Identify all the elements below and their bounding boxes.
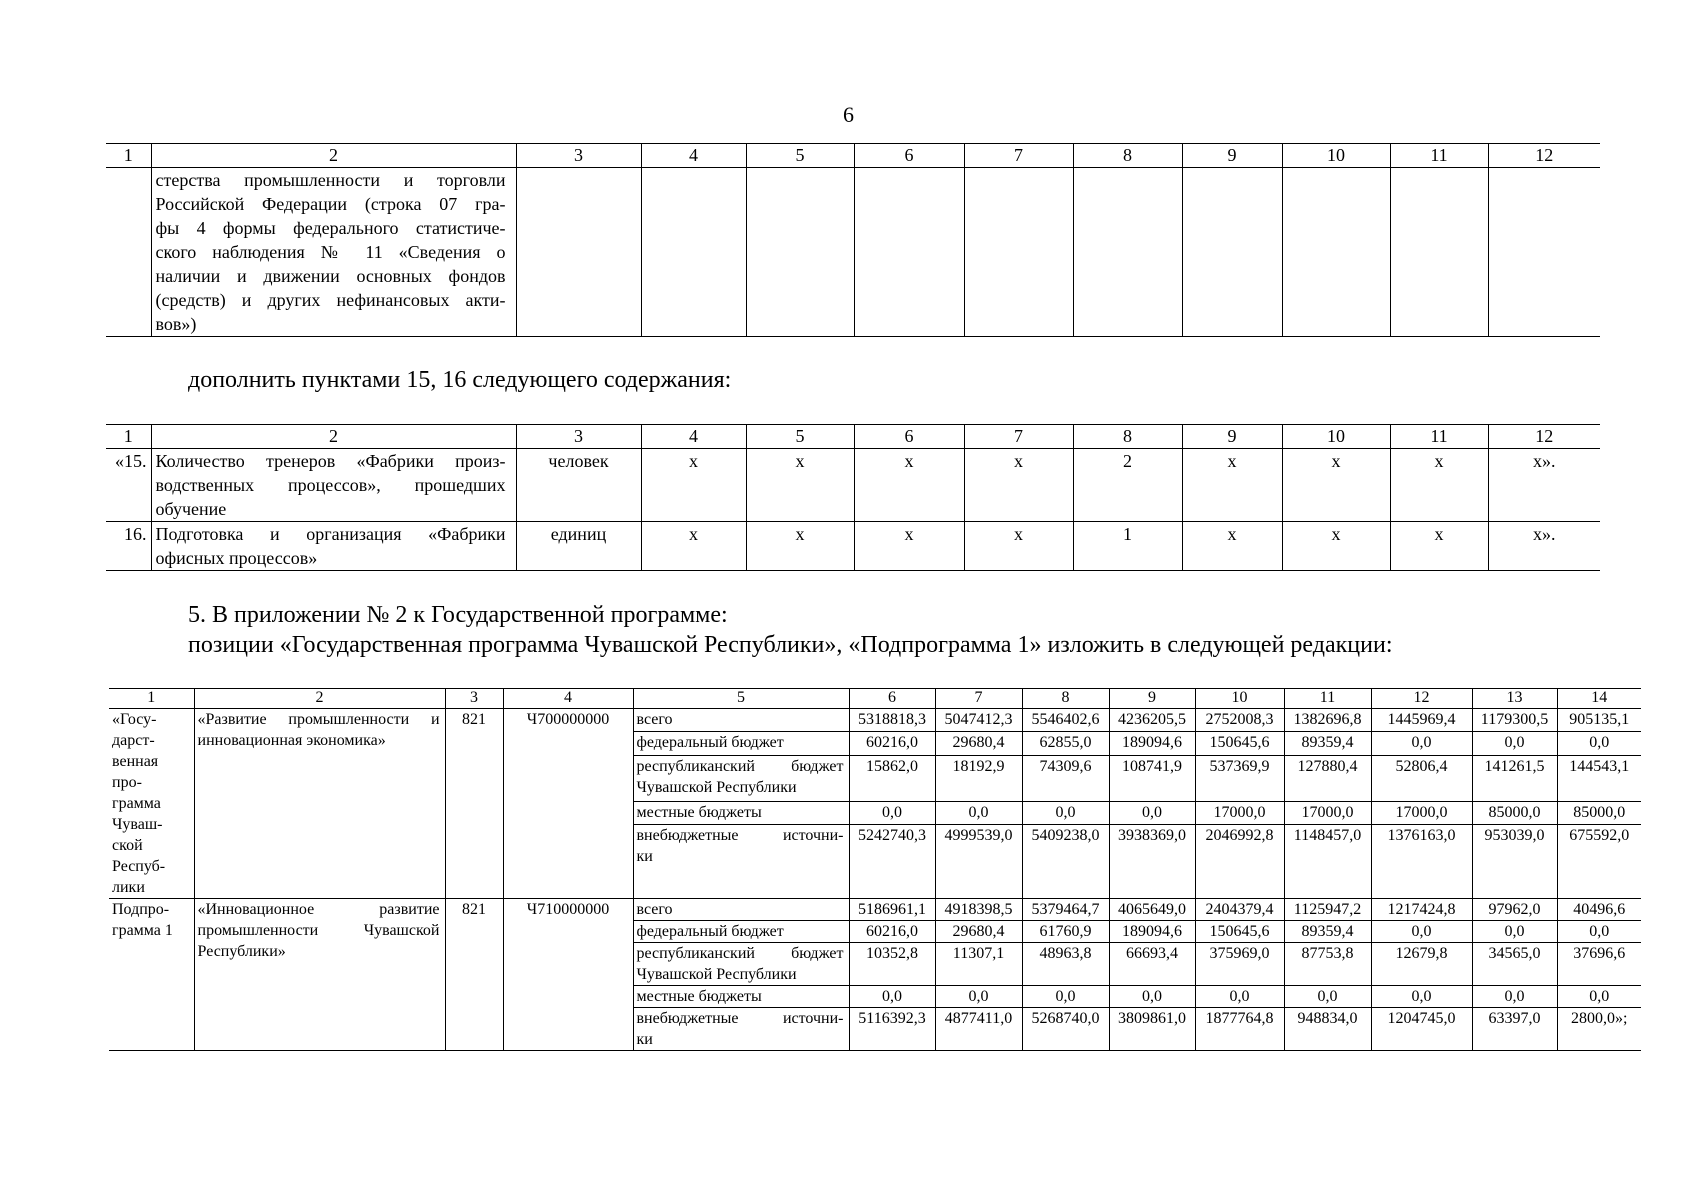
value-cell: x — [854, 449, 964, 522]
column-header: 9 — [1182, 144, 1282, 168]
funding-source-text — [637, 986, 846, 1007]
amount-cell: 1179300,5 — [1472, 709, 1557, 732]
column-header: 10 — [1282, 144, 1390, 168]
table-row — [106, 522, 1600, 571]
amount-cell: 60216,0 — [849, 732, 935, 755]
column-header: 8 — [1073, 425, 1182, 449]
amount-cell: 89359,4 — [1284, 732, 1371, 755]
column-header: 5 — [746, 144, 854, 168]
budget-code: Ч710000000 — [503, 899, 633, 1051]
amount-cell: 85000,0 — [1472, 801, 1557, 824]
value-cell: x — [1182, 522, 1282, 571]
amount-cell: 0,0 — [849, 801, 935, 824]
text-line: наличии и движении основных фондов — [155, 266, 506, 286]
amount-cell: 189094,6 — [1109, 921, 1195, 943]
column-header: 5 — [746, 425, 854, 449]
amount-cell: 1217424,8 — [1371, 899, 1472, 921]
text-line: водственных процессов», прошедших — [155, 475, 506, 495]
column-header: 1 — [106, 425, 151, 449]
column-header: 9 — [1182, 425, 1282, 449]
text-line: Подпро- — [112, 901, 170, 918]
text-line: Чувашской Республики — [636, 778, 797, 796]
value-cell: 2 — [1073, 449, 1182, 522]
amount-cell: 17000,0 — [1371, 801, 1472, 824]
funding-source-text — [637, 756, 846, 798]
amount-cell: 0,0 — [1371, 986, 1472, 1008]
amount-cell: 375969,0 — [1195, 943, 1284, 986]
amount-cell: 48963,8 — [1022, 943, 1109, 986]
amount-cell: 52806,4 — [1371, 755, 1472, 801]
table-header-row — [106, 144, 1600, 168]
funding-source-text — [637, 943, 846, 985]
value-cell: x — [746, 522, 854, 571]
table-row — [106, 168, 1600, 337]
amount-cell: 5047412,3 — [935, 709, 1022, 732]
amount-cell: 11307,1 — [935, 943, 1022, 986]
program-name — [194, 899, 445, 1051]
amount-cell: 3938369,0 — [1109, 825, 1195, 899]
text-line: республиканский бюджет — [636, 945, 844, 962]
amount-cell: 675592,0 — [1557, 825, 1641, 899]
amount-cell: 150645,6 — [1195, 921, 1284, 943]
amount-cell: 12679,8 — [1371, 943, 1472, 986]
value-cell: x — [854, 522, 964, 571]
table-row — [109, 709, 1641, 732]
column-header: 6 — [854, 425, 964, 449]
amount-cell: 0,0 — [1557, 986, 1641, 1008]
amount-cell: 29680,4 — [935, 921, 1022, 943]
funding-table — [109, 688, 1641, 1051]
amount-cell: 0,0 — [1022, 801, 1109, 824]
value-cell: x». — [1488, 449, 1600, 522]
column-header: 7 — [935, 689, 1022, 709]
amount-cell: 5318818,3 — [849, 709, 935, 732]
amount-cell: 4236205,5 — [1109, 709, 1195, 732]
funding-source — [633, 986, 849, 1008]
column-header: 10 — [1195, 689, 1284, 709]
funding-source-text — [637, 921, 846, 942]
column-header: 8 — [1022, 689, 1109, 709]
program-label — [109, 899, 194, 1051]
amount-cell: 4877411,0 — [935, 1008, 1022, 1051]
admin-code: 821 — [445, 709, 503, 899]
program-name-text — [198, 709, 442, 751]
column-header: 8 — [1073, 144, 1182, 168]
text-line: лики — [112, 879, 145, 896]
text-line: ки — [636, 1031, 653, 1048]
amount-cell: 127880,4 — [1284, 755, 1371, 801]
column-header: 9 — [1109, 689, 1195, 709]
amount-cell: 0,0 — [1371, 921, 1472, 943]
column-header: 12 — [1488, 144, 1600, 168]
column-header: 2 — [151, 144, 516, 168]
amount-cell: 2404379,4 — [1195, 899, 1284, 921]
amount-cell: 29680,4 — [935, 732, 1022, 755]
indicator-table-continuation — [106, 143, 1600, 337]
amount-cell: 948834,0 — [1284, 1008, 1371, 1051]
amount-cell: 0,0 — [849, 986, 935, 1008]
table-row — [106, 449, 1600, 522]
text-line: (средств) и других нефинансовых акти- — [155, 290, 506, 310]
amount-cell: 66693,4 — [1109, 943, 1195, 986]
amount-cell: 1382696,8 — [1284, 709, 1371, 732]
amount-cell: 60216,0 — [849, 921, 935, 943]
column-header: 6 — [854, 144, 964, 168]
amount-cell: 17000,0 — [1195, 801, 1284, 824]
funding-source — [633, 709, 849, 732]
amount-cell: 34565,0 — [1472, 943, 1557, 986]
paragraph-appendix: 5. В приложении № 2 к Государственной программе: — [188, 602, 728, 628]
amount-cell: 40496,6 — [1557, 899, 1641, 921]
text-line: про- — [112, 774, 142, 791]
amount-cell: 0,0 — [935, 986, 1022, 1008]
indicator-text — [156, 449, 512, 521]
paragraph-positions: позиции «Государственная программа Чувашской Республики», «Подпрограмма 1» изложить в следующей редакции: — [188, 632, 1393, 658]
amount-cell: 189094,6 — [1109, 732, 1195, 755]
text-line: ской — [112, 837, 143, 854]
amount-cell: 62855,0 — [1022, 732, 1109, 755]
text-line: грамма — [112, 795, 161, 812]
column-header: 13 — [1472, 689, 1557, 709]
amount-cell: 1125947,2 — [1284, 899, 1371, 921]
column-header: 10 — [1282, 425, 1390, 449]
amount-cell: 5116392,3 — [849, 1008, 935, 1051]
value-cell: x — [641, 449, 746, 522]
table-header-row — [109, 689, 1641, 709]
text-line: венная — [112, 753, 159, 770]
value-cell: x — [1282, 522, 1390, 571]
amount-cell: 0,0 — [1472, 732, 1557, 755]
amount-cell: 0,0 — [1195, 986, 1284, 1008]
amount-cell: 0,0 — [1284, 986, 1371, 1008]
item-number: 16. — [106, 522, 151, 571]
text-line: всего — [636, 711, 673, 728]
column-header: 12 — [1371, 689, 1472, 709]
amount-cell: 4999539,0 — [935, 825, 1022, 899]
amount-cell: 15862,0 — [849, 755, 935, 801]
column-header: 12 — [1488, 425, 1600, 449]
value-cell: x — [964, 522, 1073, 571]
column-header: 11 — [1284, 689, 1371, 709]
column-header: 11 — [1390, 425, 1488, 449]
program-label — [109, 709, 194, 899]
amount-cell: 17000,0 — [1284, 801, 1371, 824]
amount-cell: 87753,8 — [1284, 943, 1371, 986]
value-cell: x — [641, 522, 746, 571]
amount-cell: 74309,6 — [1022, 755, 1109, 801]
amount-cell: 5546402,6 — [1022, 709, 1109, 732]
funding-source — [633, 899, 849, 921]
amount-cell: 0,0 — [1022, 986, 1109, 1008]
indicator-name — [151, 168, 516, 337]
column-header: 4 — [503, 689, 633, 709]
amount-cell: 141261,5 — [1472, 755, 1557, 801]
funding-source-text — [637, 899, 846, 920]
amount-cell: 4065649,0 — [1109, 899, 1195, 921]
amount-cell: 10352,8 — [849, 943, 935, 986]
funding-source-text — [637, 732, 846, 753]
paragraph-add-items: дополнить пунктами 15, 16 следующего содержания: — [188, 367, 732, 393]
text-line: Количество тренеров «Фабрики произ- — [155, 451, 506, 471]
column-header: 7 — [964, 425, 1073, 449]
amount-cell: 5409238,0 — [1022, 825, 1109, 899]
table-header-row — [106, 425, 1600, 449]
text-line: местные бюджеты — [636, 988, 762, 1005]
value-cell: x — [1282, 449, 1390, 522]
page-number: 6 — [843, 102, 854, 127]
text-line: Российской Федерации (строка 07 гра- — [155, 194, 506, 214]
amount-cell: 85000,0 — [1557, 801, 1641, 824]
item-number: «15. — [106, 449, 151, 522]
text-line: промышленности Чувашской — [197, 922, 440, 939]
amount-cell: 1376163,0 — [1371, 825, 1472, 899]
text-line: федеральный бюджет — [636, 734, 784, 752]
amount-cell: 0,0 — [1109, 801, 1195, 824]
text-line: Чуваш- — [112, 816, 163, 833]
text-line: инновационная экономика» — [197, 732, 386, 749]
text-line: дарст- — [112, 732, 155, 749]
value-cell: x — [964, 449, 1073, 522]
amount-cell: 5268740,0 — [1022, 1008, 1109, 1051]
text-line: «Госу- — [112, 711, 157, 728]
amount-cell: 37696,6 — [1557, 943, 1641, 986]
amount-cell: 1204745,0 — [1371, 1008, 1472, 1051]
column-header: 2 — [194, 689, 445, 709]
amount-cell: 0,0 — [1557, 732, 1641, 755]
budget-code: Ч700000000 — [503, 709, 633, 899]
text-line: республиканский бюджет — [636, 757, 844, 775]
program-name — [194, 709, 445, 899]
column-header: 3 — [445, 689, 503, 709]
text-line: фы 4 формы федерального статистиче- — [155, 218, 506, 238]
text-line: вов») — [155, 314, 197, 334]
text-line: Чувашской Республики — [636, 966, 797, 983]
amount-cell: 5186961,1 — [849, 899, 935, 921]
amount-cell: 2046992,8 — [1195, 825, 1284, 899]
amount-cell: 0,0 — [1109, 986, 1195, 1008]
value-cell: 1 — [1073, 522, 1182, 571]
funding-source — [633, 755, 849, 801]
text-line: внебюджетные источни- — [636, 827, 844, 844]
funding-source-text — [637, 825, 846, 867]
funding-source — [633, 825, 849, 899]
amount-cell: 0,0 — [1472, 986, 1557, 1008]
column-header: 3 — [516, 144, 641, 168]
column-header: 7 — [964, 144, 1073, 168]
amount-cell: 5379464,7 — [1022, 899, 1109, 921]
text-line: «Развитие промышленности и — [197, 711, 440, 728]
unit: единиц — [516, 522, 641, 571]
text-line: «Инновационное развитие — [197, 901, 440, 918]
unit: человек — [516, 449, 641, 522]
amount-cell: 0,0 — [935, 801, 1022, 824]
column-header: 11 — [1390, 144, 1488, 168]
text-line: ского наблюдения № 11 «Сведения о — [155, 242, 506, 262]
funding-source — [633, 921, 849, 943]
text-line: Республики» — [197, 943, 286, 960]
column-header: 14 — [1557, 689, 1641, 709]
amount-cell: 1148457,0 — [1284, 825, 1371, 899]
amount-cell: 0,0 — [1472, 921, 1557, 943]
admin-code: 821 — [445, 899, 503, 1051]
value-cell: x — [1390, 522, 1488, 571]
funding-source — [633, 801, 849, 824]
column-header: 6 — [849, 689, 935, 709]
amount-cell: 905135,1 — [1557, 709, 1641, 732]
amount-cell: 2752008,3 — [1195, 709, 1284, 732]
text-line: местные бюджеты — [636, 803, 762, 821]
amount-cell: 150645,6 — [1195, 732, 1284, 755]
indicator-name — [151, 522, 516, 571]
column-header: 4 — [641, 425, 746, 449]
amount-cell: 108741,9 — [1109, 755, 1195, 801]
value-cell: x — [1182, 449, 1282, 522]
amount-cell: 97962,0 — [1472, 899, 1557, 921]
funding-source-text — [637, 802, 846, 823]
amount-cell: 61760,9 — [1022, 921, 1109, 943]
funding-source-text — [637, 1008, 846, 1050]
funding-source-text — [637, 709, 846, 730]
value-cell: x — [746, 449, 854, 522]
amount-cell: 4918398,5 — [935, 899, 1022, 921]
column-header: 2 — [151, 425, 516, 449]
funding-source — [633, 732, 849, 755]
column-header: 1 — [109, 689, 194, 709]
table-row — [109, 899, 1641, 921]
amount-cell: 3809861,0 — [1109, 1008, 1195, 1051]
indicator-table-additions — [106, 424, 1600, 571]
text-line: внебюджетные источни- — [636, 1010, 844, 1027]
text-line: ки — [636, 848, 653, 865]
text-line: грамма 1 — [112, 922, 173, 939]
text-line: стерства промышленности и торговли — [155, 170, 506, 190]
amount-cell: 537369,9 — [1195, 755, 1284, 801]
amount-cell: 0,0 — [1371, 732, 1472, 755]
amount-cell: 5242740,3 — [849, 825, 935, 899]
amount-cell: 1445969,4 — [1371, 709, 1472, 732]
amount-cell: 2800,0»; — [1557, 1008, 1641, 1051]
indicator-text — [156, 522, 512, 570]
amount-cell: 0,0 — [1557, 921, 1641, 943]
column-header: 5 — [633, 689, 849, 709]
text-line: Респуб- — [112, 858, 166, 875]
amount-cell: 89359,4 — [1284, 921, 1371, 943]
value-cell: x». — [1488, 522, 1600, 571]
amount-cell: 1877764,8 — [1195, 1008, 1284, 1051]
value-cell: x — [1390, 449, 1488, 522]
program-name-text — [198, 899, 442, 962]
text-line: всего — [636, 901, 673, 918]
funding-source — [633, 943, 849, 986]
indicator-name — [151, 449, 516, 522]
text-line: Подготовка и организация «Фабрики — [155, 524, 506, 544]
funding-source — [633, 1008, 849, 1051]
text-line: офисных процессов» — [155, 548, 318, 568]
column-header: 4 — [641, 144, 746, 168]
text-line: обучение — [155, 499, 227, 519]
amount-cell: 953039,0 — [1472, 825, 1557, 899]
column-header: 1 — [106, 144, 151, 168]
column-header: 3 — [516, 425, 641, 449]
amount-cell: 144543,1 — [1557, 755, 1641, 801]
amount-cell: 63397,0 — [1472, 1008, 1557, 1051]
amount-cell: 18192,9 — [935, 755, 1022, 801]
text-line: федеральный бюджет — [636, 923, 784, 940]
